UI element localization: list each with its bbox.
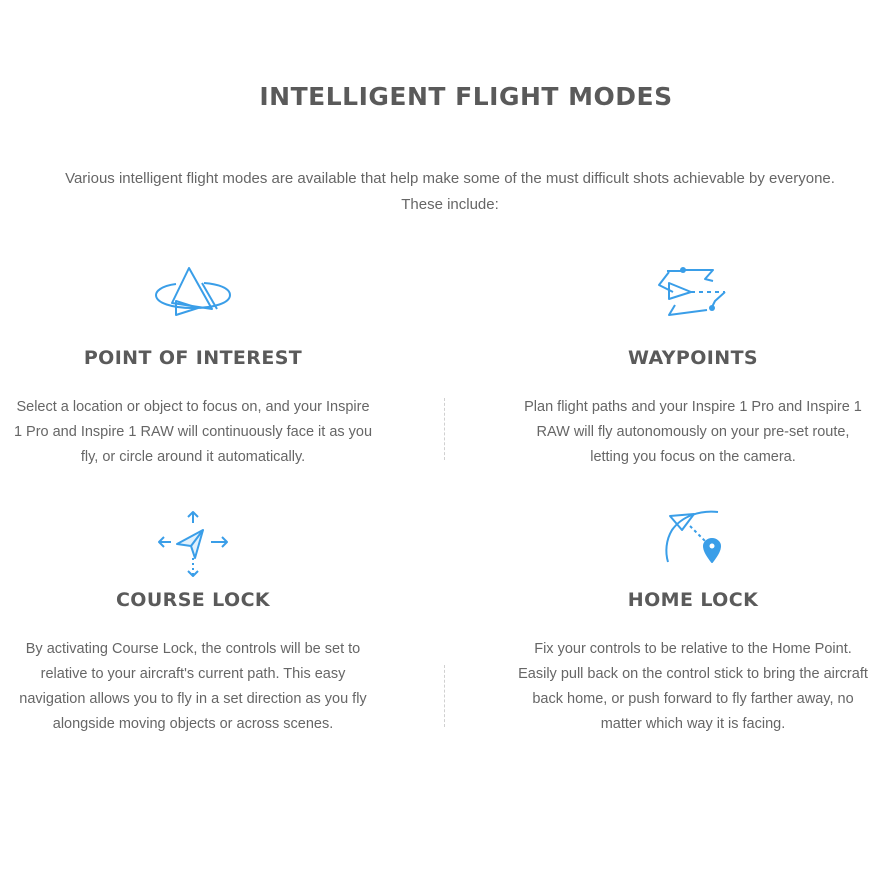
desc-line: Plan flight paths and your Inspire 1 Pro and Inspire 1 (524, 399, 862, 415)
feature-title: HOME LOCK (627, 589, 759, 611)
feature-title: COURSE LOCK (115, 589, 271, 611)
desc-line: back home, or push forward to fly farther away, no (532, 691, 854, 707)
desc-line: fly, or circle around it automatically. (80, 449, 306, 465)
feature-description (503, 637, 883, 737)
desc-line: matter which way it is facing. (600, 716, 786, 732)
feature-course-lock (3, 0, 383, 740)
desc-line: letting you focus on the camera. (590, 449, 796, 465)
desc-line: alongside moving objects or across scenes. (52, 716, 334, 732)
page-title: INTELLIGENT FLIGHT MODES (259, 82, 673, 111)
feature-title: WAYPOINTS (627, 347, 759, 369)
feature-home-lock (503, 0, 883, 740)
column-divider (444, 665, 445, 727)
desc-line: Select a location or object to focus on, and your Inspire (16, 399, 370, 415)
feature-title: POINT OF INTEREST (83, 347, 303, 369)
course-lock-icon (155, 508, 231, 580)
desc-line: Fix your controls to be relative to the Home Point. (534, 641, 852, 657)
desc-line: navigation allows you to fly in a set direction as you fly (19, 691, 367, 707)
desc-line: By activating Course Lock, the controls will be set to (25, 641, 361, 657)
desc-line: relative to your aircraft's current path. This easy (40, 666, 346, 682)
desc-line: RAW will fly autonomously on your pre-set route, (536, 424, 850, 440)
intro-line-2: These include: (401, 196, 499, 213)
home-lock-icon (660, 508, 726, 568)
column-divider (444, 398, 445, 460)
intro-line-1: Various intelligent flight modes are available that help make some of the must difficult shots achievable by everyone. (65, 170, 835, 187)
desc-line: 1 Pro and Inspire 1 RAW will continuously face it as you (13, 424, 373, 440)
desc-line: Easily pull back on the control stick to bring the aircraft (518, 666, 868, 682)
feature-description (3, 637, 383, 737)
